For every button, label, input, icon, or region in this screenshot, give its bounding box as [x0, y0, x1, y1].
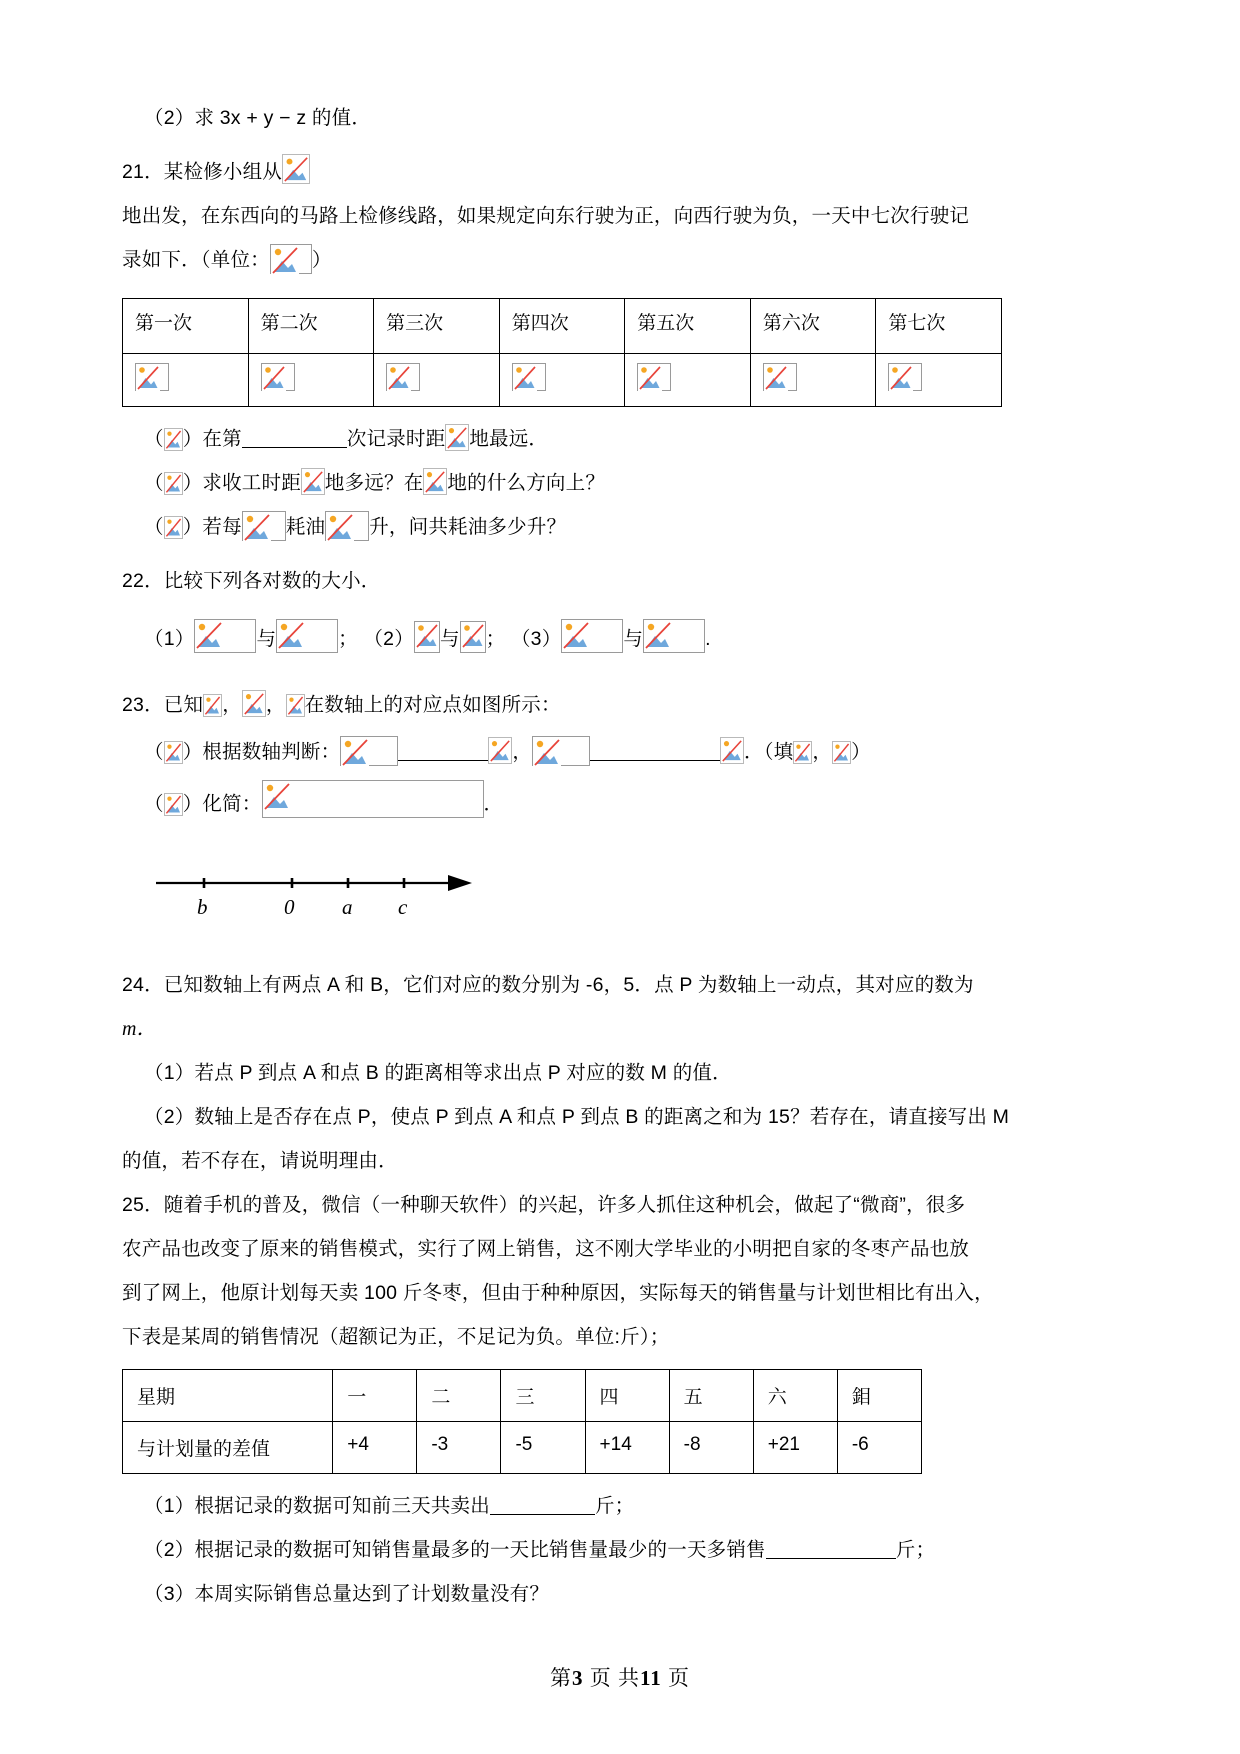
table-cell-difference-6: +21 — [753, 1422, 837, 1474]
question-24-stem-line-2 — [122, 1007, 1002, 1051]
question-24-number: 24． — [122, 974, 164, 996]
broken-image-icon — [164, 793, 183, 816]
question-24-sub-2-line-2 — [122, 1139, 1002, 1183]
footer-prefix: 第 — [549, 1666, 572, 1690]
question-22-item-3-label: （3） — [510, 628, 562, 650]
footer-page-number: 3 — [571, 1666, 584, 1690]
question-22-connector-2: 与 — [439, 628, 460, 650]
broken-image-icon — [832, 741, 851, 764]
simplify-answer-box[interactable] — [262, 780, 484, 818]
broken-image-icon — [301, 468, 325, 495]
table-cell-header-2: 第二次 — [248, 299, 374, 354]
table-cell-weekday-header: 星期 — [123, 1370, 333, 1422]
question-25-sub-2-a: （2）根据记录的数据可知销售量最多的一天比销售量最少的一天多销售 — [144, 1539, 766, 1561]
table-cell-weekday-3: 三 — [501, 1370, 585, 1422]
value-answer-box[interactable] — [386, 363, 420, 391]
question-21-stem-line-3 — [122, 238, 1002, 282]
broken-image-icon — [326, 512, 354, 542]
broken-image-icon — [262, 364, 286, 391]
unit-answer-box[interactable] — [270, 244, 312, 274]
table-cell-value-4 — [499, 354, 625, 407]
number-line-label-a: a — [342, 895, 353, 919]
value-answer-box[interactable] — [135, 363, 169, 391]
value-answer-box[interactable] — [763, 363, 797, 391]
footer-page-total: 11 — [639, 1666, 662, 1690]
broken-image-icon — [277, 620, 305, 650]
answer-blank[interactable] — [242, 429, 347, 448]
question-21-stem-d: ） — [311, 249, 332, 271]
question-22-item-1-label: （1） — [144, 628, 195, 650]
table-row-weekdays — [123, 1370, 922, 1422]
broken-image-icon — [164, 516, 183, 539]
table-row-headers — [123, 299, 1002, 354]
table-row-differences — [123, 1422, 922, 1474]
broken-image-icon — [203, 694, 222, 717]
question-25-stem-line-1 — [122, 1183, 1002, 1227]
question-20-part-2-text: （2）求 3x + y − z 的值． — [144, 107, 372, 129]
question-25-stem-line-1-text: 随着手机的普及，微信（一种聊天软件）的兴起，许多人抓住这种机会，做起了“微商”，很多 — [163, 1194, 966, 1216]
table-cell-header-3: 第三次 — [374, 299, 500, 354]
question-25-stem-line-2-text: 农产品也改变了原来的销售模式，实行了网上销售，这不刚大学毕业的小明把自家的冬枣产品也放 — [122, 1238, 970, 1260]
question-25-stem-line-3 — [122, 1271, 1002, 1315]
question-24-sub-2-line-1 — [122, 1095, 1010, 1139]
broken-image-icon — [638, 364, 662, 391]
table-cell-value-1 — [123, 354, 249, 407]
broken-image-icon — [271, 245, 299, 275]
table-cell-value-5 — [625, 354, 751, 407]
question-24-stem-line-1 — [122, 963, 1002, 1007]
question-23-stem-b: 在数轴上的对应点如图所示： — [304, 694, 561, 716]
table-cell-value-3 — [374, 354, 500, 407]
broken-image-icon — [644, 620, 672, 650]
weekly-sales-table — [122, 1369, 922, 1474]
table-cell-weekday-7: 鉬 — [837, 1370, 921, 1422]
footer-suffix: 页 — [668, 1666, 691, 1690]
question-23-sub-1-b: ， — [512, 741, 533, 763]
question-21-stem-b: 地出发，在东西向的马路上检修线路，如果规定向东行驶为正，向西行驶为负，一天中七次行驶记 — [122, 205, 970, 227]
question-22-sep-2: ； — [485, 628, 506, 650]
question-21-sub-1: （ ）在第 次记录时距 地最远． — [122, 417, 1002, 461]
broken-image-icon — [513, 364, 537, 391]
number-line-label-b: b — [197, 895, 208, 919]
question-23-sub-1-c: ．（填 — [744, 741, 794, 763]
question-22-connector-1: 与 — [256, 628, 277, 650]
question-22-number: 22． — [122, 570, 164, 592]
question-22-stem — [122, 559, 1002, 603]
table-cell-value-2 — [248, 354, 374, 407]
question-23-number: 23． — [122, 694, 164, 716]
rate-answer-box[interactable] — [242, 511, 286, 541]
table-cell-header-7: 第七次 — [876, 299, 1002, 354]
question-25-sub-3-text: （3）本周实际销售总量达到了计划数量没有？ — [144, 1583, 550, 1605]
amount-answer-box[interactable] — [325, 511, 369, 541]
question-23-stem-a: 已知 — [163, 694, 204, 716]
broken-image-icon — [282, 154, 310, 184]
question-25-stem-line-2 — [122, 1227, 1002, 1271]
broken-image-icon — [286, 694, 305, 717]
question-24-sub-2-line-1-text: （2）数轴上是否存在点 P，使点 P 到点 A 和点 P 到点 B 的距离之和为 15？若存在，请直接写出 M — [144, 1106, 1010, 1128]
table-cell-weekday-6: 六 — [753, 1370, 837, 1422]
question-25-sub-3 — [122, 1572, 1002, 1616]
question-21-sub-3-b: 耗油 — [285, 516, 326, 538]
question-21-stem-line-2 — [122, 194, 1002, 238]
broken-image-icon — [164, 741, 183, 764]
compare-box-1b[interactable] — [276, 619, 338, 653]
page-footer — [0, 1662, 1240, 1692]
question-25-sub-1 — [122, 1484, 1002, 1528]
question-24-stem-line-2-text: m． — [122, 1018, 157, 1040]
compare-box-3b[interactable] — [643, 619, 705, 653]
question-25-sub-2 — [122, 1528, 1002, 1572]
broken-image-icon — [341, 737, 369, 767]
broken-image-icon — [415, 622, 439, 649]
question-22-item-2-label: （2） — [363, 628, 414, 650]
table-cell-difference-header: 与计划量的差值 — [123, 1422, 333, 1474]
question-25-stem-line-4-text: 下表是某周的销售情况（超额记为正，不足记为负。单位:斤）； — [122, 1326, 670, 1348]
compare-box-2b[interactable] — [460, 621, 486, 653]
question-21-stem-a: 某检修小组从 — [163, 161, 282, 183]
table-cell-difference-5: -8 — [669, 1422, 753, 1474]
compare-box-2a[interactable] — [414, 621, 440, 653]
broken-image-icon — [533, 737, 561, 767]
broken-image-icon — [423, 468, 447, 495]
broken-image-icon — [263, 781, 291, 811]
question-25-sub-1-a: （1）根据记录的数据可知前三天共卖出 — [144, 1495, 490, 1517]
question-20-part-2 — [122, 96, 1002, 140]
question-21-sub-3-a: ）若每 — [182, 516, 242, 538]
broken-image-icon — [164, 428, 183, 451]
question-24-sub-1 — [122, 1051, 1002, 1095]
broken-image-icon — [195, 620, 223, 650]
question-23-comma-2: ， — [265, 694, 286, 716]
question-24-sub-2-line-2-text: 的值，若不存在，请说明理由． — [122, 1150, 398, 1172]
question-25-sub-1-b: 斤； — [594, 1495, 635, 1517]
question-21-sub-1-c: 地最远． — [469, 428, 549, 450]
answer-blank[interactable] — [398, 742, 488, 761]
broken-image-icon — [488, 737, 512, 764]
broken-image-icon — [242, 690, 266, 717]
table-cell-value-7 — [876, 354, 1002, 407]
question-23-comma-1: ， — [222, 694, 242, 716]
question-21-sub-2-b: 地多远？在 — [324, 472, 424, 494]
question-22-items — [122, 613, 1002, 665]
table-cell-difference-3: -5 — [501, 1422, 585, 1474]
table-cell-weekday-4: 四 — [585, 1370, 669, 1422]
compare-box-1a[interactable] — [194, 619, 256, 653]
number-line-label-0: 0 — [284, 895, 295, 919]
question-22-connector-3: 与 — [623, 628, 644, 650]
question-23-sub-2-a: ）化简： — [182, 793, 262, 815]
value-answer-box[interactable] — [512, 363, 546, 391]
judge-box-2[interactable] — [532, 736, 590, 766]
answer-blank[interactable] — [590, 742, 720, 761]
page-content — [122, 96, 1010, 1616]
question-23-sub-1-a: ）根据数轴判断： — [182, 741, 341, 763]
table-cell-difference-2: -3 — [417, 1422, 501, 1474]
question-23-sub-2-b: ． — [483, 793, 504, 815]
question-24-stem-line-1-text: 已知数轴上有两点 A 和 B，它们对应的数分别为 -6，5．点 P 为数轴上一动点，其对应的数为 — [163, 974, 974, 996]
compare-box-3a[interactable] — [561, 619, 623, 653]
table-cell-header-4: 第四次 — [499, 299, 625, 354]
answer-blank[interactable] — [490, 1496, 595, 1515]
question-25-stem-line-4 — [122, 1315, 1002, 1359]
question-21-stem-c: 录如下．（单位： — [122, 249, 270, 271]
question-23-sub-1: （ ）根据数轴判断： ， ．（填 ， ） — [122, 727, 1002, 777]
broken-image-icon — [164, 472, 183, 495]
broken-image-icon — [243, 512, 271, 542]
table-cell-weekday-1: 一 — [333, 1370, 417, 1422]
table-row-values — [123, 354, 1002, 407]
question-21-sub-2-a: ）求收工时距 — [182, 472, 301, 494]
table-cell-header-1: 第一次 — [123, 299, 249, 354]
question-21-sub-2: （ ）求收工时距 地多远？在 地的什么方向上？ — [122, 461, 1002, 505]
value-answer-box[interactable] — [637, 363, 671, 391]
value-answer-box[interactable] — [261, 363, 295, 391]
question-21-sub-1-b: 次记录时距 — [346, 428, 446, 450]
question-23-sub-2: （ ）化简： ． — [122, 777, 1002, 831]
table-cell-weekday-2: 二 — [417, 1370, 501, 1422]
broken-image-icon — [764, 364, 788, 391]
table-cell-difference-4: +14 — [585, 1422, 669, 1474]
judge-box-1[interactable] — [340, 736, 398, 766]
question-23-sub-1-d: ） — [851, 741, 871, 763]
question-25-stem-line-3-text: 到了网上，他原计划每天卖 100 斤冬枣，但由于种种原因，实际每天的销售量与计划世相比有出入， — [122, 1282, 994, 1304]
question-25-sub-2-b: 斤； — [895, 1539, 936, 1561]
question-23-stem — [122, 683, 1002, 727]
broken-image-icon — [461, 622, 485, 649]
answer-blank[interactable] — [766, 1540, 896, 1559]
table-cell-difference-1: +4 — [333, 1422, 417, 1474]
question-24-sub-1-text: （1）若点 P 到点 A 和点 B 的距离相等求出点 P 对应的数 M 的值． — [144, 1062, 732, 1084]
table-cell-weekday-5: 五 — [669, 1370, 753, 1422]
question-25-number: 25． — [122, 1194, 164, 1216]
broken-image-icon — [136, 364, 160, 391]
value-answer-box[interactable] — [888, 363, 922, 391]
broken-image-icon — [793, 741, 812, 764]
table-cell-header-5: 第五次 — [625, 299, 751, 354]
number-line-figure — [152, 865, 1002, 945]
trip-record-table — [122, 298, 1002, 407]
broken-image-icon — [445, 424, 469, 451]
question-23-comma-3: ， — [812, 741, 833, 763]
broken-image-icon — [562, 620, 590, 650]
broken-image-icon — [889, 364, 913, 391]
table-cell-header-6: 第六次 — [750, 299, 876, 354]
question-21-stem-line-1 — [122, 150, 1002, 194]
table-cell-value-6 — [750, 354, 876, 407]
question-21-sub-1-a: ）在第 — [182, 428, 242, 450]
broken-image-icon — [387, 364, 411, 391]
question-21-sub-3-c: 升，问共耗油多少升？ — [369, 516, 567, 538]
footer-middle: 页 共 — [589, 1666, 640, 1690]
question-22-sep-1: ； — [338, 628, 358, 650]
question-21-sub-2-c: 地的什么方向上？ — [447, 472, 606, 494]
question-22-stem-text: 比较下列各对数的大小． — [163, 570, 381, 592]
number-line-label-c: c — [398, 895, 408, 919]
table-cell-difference-7: -6 — [837, 1422, 921, 1474]
question-21-number: 21． — [122, 161, 164, 183]
question-21-sub-3: （ ）若每 耗油 升，问共耗油多少升？ — [122, 505, 1002, 549]
question-22-end: . — [705, 628, 711, 650]
broken-image-icon — [720, 737, 744, 764]
